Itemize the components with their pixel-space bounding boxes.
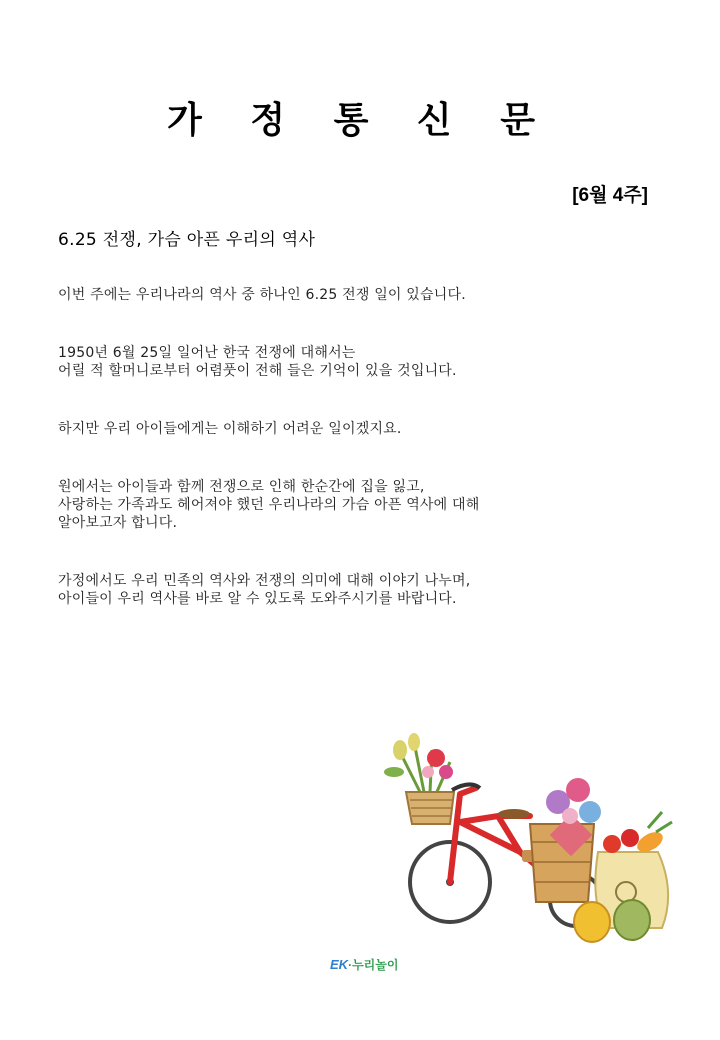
rear-basket bbox=[530, 814, 594, 902]
paragraph-3 bbox=[58, 420, 402, 438]
section-subtitle: 6.25 전쟁, 가슴 아픈 우리의 역사 bbox=[58, 230, 316, 250]
paragraph-line: 알아보고자 합니다. bbox=[58, 515, 178, 531]
brand-logo-ek: EK bbox=[330, 957, 349, 972]
brand-logo-text: 누리놀이 bbox=[352, 958, 399, 972]
front-bouquet bbox=[384, 733, 453, 794]
paragraph-line: 하지만 우리 아이들에게는 이해하기 어려운 일이겠지요. bbox=[58, 421, 402, 437]
paragraph-line: 원에서는 아이들과 함께 전쟁으로 인해 한순간에 집을 잃고, bbox=[58, 479, 425, 495]
brand-logo: EK·누리놀이 bbox=[330, 957, 399, 972]
paragraph-5 bbox=[58, 572, 470, 608]
paragraph-1 bbox=[58, 286, 466, 304]
paragraph-4 bbox=[58, 478, 479, 532]
front-basket bbox=[406, 792, 454, 824]
paragraph-line: 아이들이 우리 역사를 바로 알 수 있도록 도와주시기를 바랍니다. bbox=[58, 591, 457, 607]
document-title: 가 정 통 신 문 bbox=[166, 100, 553, 141]
paragraph-line: 가정에서도 우리 민족의 역사와 전쟁의 의미에 대해 이야기 나누며, bbox=[58, 573, 471, 589]
week-label: [6월 4주] bbox=[572, 185, 648, 206]
paragraph-2 bbox=[58, 344, 457, 380]
bicycle-flowers-illustration bbox=[380, 732, 680, 952]
paragraph-line: 1950년 6월 25일 일어난 한국 전쟁에 대해서는 bbox=[58, 345, 356, 361]
paragraph-line: 어릴 적 할머니로부터 어렴풋이 전해 들은 기억이 있을 것입니다. bbox=[58, 363, 457, 379]
paragraph-line: 이번 주에는 우리나라의 역사 중 하나인 6.25 전쟁 일이 있습니다. bbox=[58, 287, 466, 303]
paragraph-line: 사랑하는 가족과도 헤어져야 했던 우리나라의 가슴 아픈 역사에 대해 bbox=[58, 497, 480, 513]
rear-bouquet bbox=[546, 778, 601, 824]
